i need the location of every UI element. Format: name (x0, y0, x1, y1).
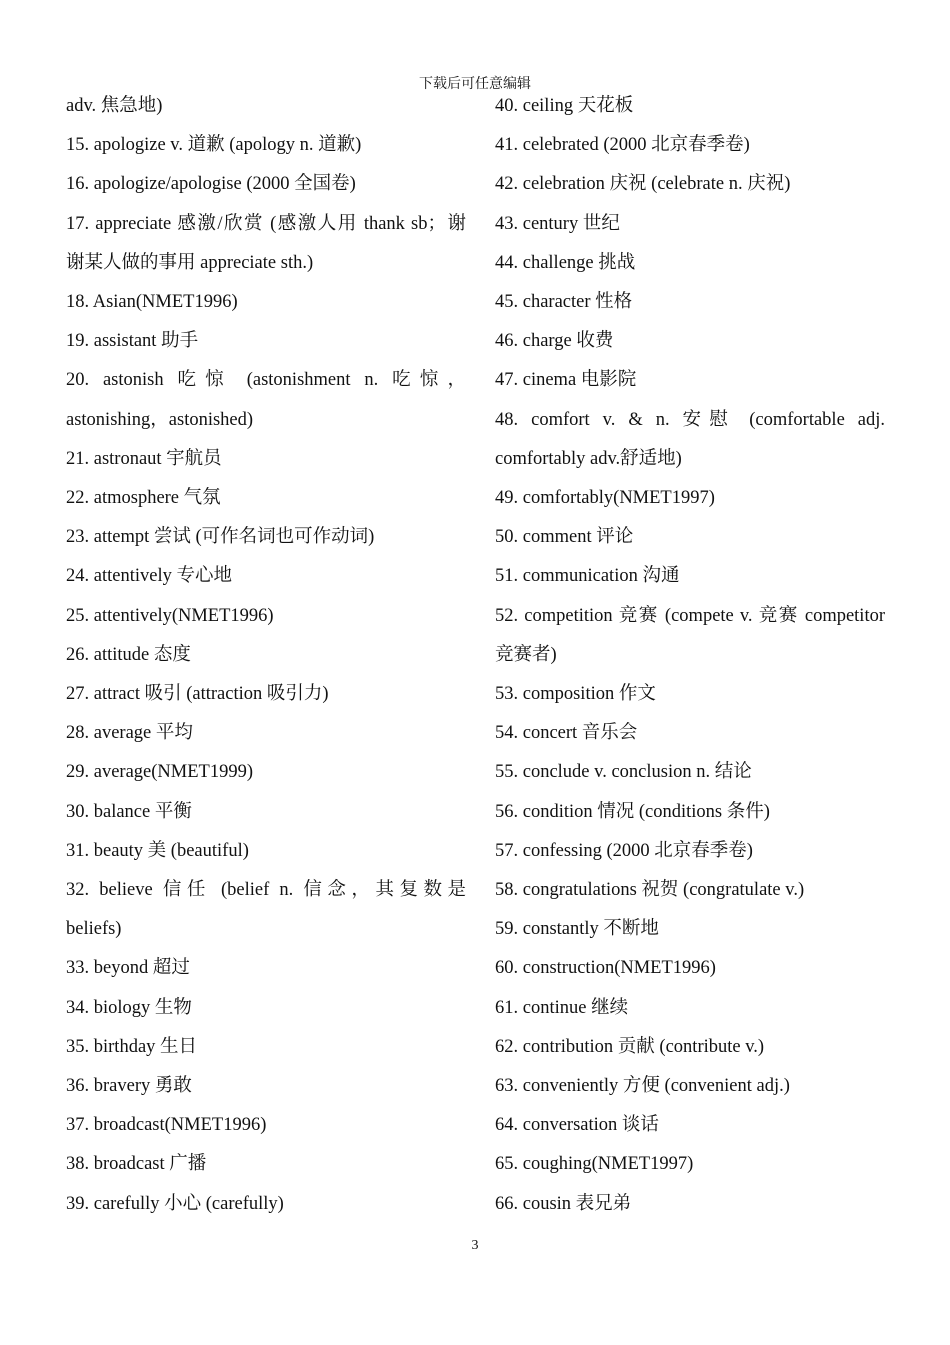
vocab-entry: 53. composition 作文 (495, 684, 656, 705)
vocab-entry: 59. constantly 不断地 (495, 919, 659, 940)
vocab-entry: 46. charge 收费 (495, 331, 614, 352)
vocab-entry: 35. birthday 生日 (66, 1036, 198, 1057)
vocab-entry: 33. beyond 超过 (66, 958, 190, 979)
vocab-entry: 29. average(NMET1999) (66, 762, 253, 783)
vocab-entry: 30. balance 平衡 (66, 801, 192, 822)
vocab-entry: 65. coughing(NMET1997) (495, 1154, 694, 1175)
vocab-entry: 16. apologize/apologise (2000 全国卷) (66, 174, 356, 195)
vocab-entry: 44. challenge 挑战 (495, 252, 636, 273)
vocab-entry: 21. astronaut 宇航员 (66, 448, 222, 469)
vocab-entry: 61. continue 继续 (495, 997, 629, 1018)
vocab-entry-text: 52. competition 竞赛 (compete v. 竞赛 competitor (495, 605, 885, 626)
vocab-entry-text: 48. comfort v. & n. 安慰 (comfortable adj. (495, 409, 885, 430)
vocab-entry: 58. congratulations 祝贺 (congratulate v.) (495, 880, 805, 901)
vocab-entry-continuation: comfortably adv.舒适地) (495, 448, 682, 469)
vocab-entry: 18. Asian(NMET1996) (66, 292, 238, 313)
page-header: 下载后可任意编辑 (419, 77, 531, 92)
vocab-entry: 38. broadcast 广播 (66, 1154, 207, 1175)
vocab-entry-text: 17. appreciate 感激/欣赏 (感激人用 thank sb；谢 (66, 213, 466, 234)
vocab-entry (66, 361, 466, 439)
vocab-entry: 43. century 世纪 (495, 213, 620, 234)
vocab-entry: 25. attentively(NMET1996) (66, 605, 274, 626)
vocab-entry-text: 20. astonish 吃惊 (astonishment n. 吃惊， (66, 370, 466, 391)
vocab-entry: 19. assistant 助手 (66, 331, 199, 352)
vocab-entry: 23. attempt 尝试 (可作名词也可作动词) (66, 527, 375, 548)
vocab-entry: 51. communication 沟通 (495, 566, 680, 587)
vocab-entry-text: 32. believe 信任 (belief n. 信念，其复数是 (66, 880, 466, 901)
vocab-entry: 36. bravery 勇敢 (66, 1076, 192, 1097)
vocab-entry (495, 401, 885, 479)
vocab-entry-continuation: 竞赛者) (495, 644, 557, 665)
page-number: 3 (471, 1238, 479, 1253)
vocab-entry: 31. beauty 美 (beautiful) (66, 840, 249, 861)
vocab-entry (66, 205, 466, 283)
vocab-entry: 45. character 性格 (495, 292, 633, 313)
vocab-entry: 60. construction(NMET1996) (495, 958, 716, 979)
vocab-entry: 56. condition 情况 (conditions 条件) (495, 801, 770, 822)
vocab-entry: 54. concert 音乐会 (495, 723, 638, 744)
vocab-entry: 41. celebrated (2000 北京春季卷) (495, 135, 750, 156)
vocab-entry: 64. conversation 谈话 (495, 1115, 659, 1136)
vocab-entry: 47. cinema 电影院 (495, 370, 637, 391)
vocab-entry (66, 871, 466, 949)
vocab-entry: 50. comment 评论 (495, 527, 634, 548)
vocab-entry: 15. apologize v. 道歉 (apology n. 道歉) (66, 135, 362, 156)
vocab-entry: 42. celebration 庆祝 (celebrate n. 庆祝) (495, 174, 791, 195)
vocab-entry: adv. 焦急地) (66, 96, 163, 116)
vocab-entry-continuation: astonishing，astonished) (66, 409, 254, 430)
vocab-entry: 39. carefully 小心 (carefully) (66, 1193, 284, 1214)
vocab-entry: 37. broadcast(NMET1996) (66, 1115, 267, 1136)
vocab-entry: 40. ceiling 天花板 (495, 96, 634, 116)
vocab-entry: 27. attract 吸引 (attraction 吸引力) (66, 684, 329, 705)
vocab-entry: 22. atmosphere 气氛 (66, 488, 221, 509)
vocab-entry: 55. conclude v. conclusion n. 结论 (495, 762, 752, 783)
vocab-entry: 49. comfortably(NMET1997) (495, 488, 715, 509)
vocab-entry: 24. attentively 专心地 (66, 566, 232, 587)
vocab-entry: 63. conveniently 方便 (convenient adj.) (495, 1076, 790, 1097)
left-column (66, 87, 466, 1224)
vocab-entry (495, 597, 885, 675)
vocab-entry: 34. biology 生物 (66, 997, 192, 1018)
vocab-entry: 26. attitude 态度 (66, 644, 191, 665)
vocab-entry: 57. confessing (2000 北京春季卷) (495, 840, 753, 861)
vocab-entry-continuation: 谢某人做的事用 appreciate sth.) (66, 252, 314, 273)
vocab-entry: 66. cousin 表兄弟 (495, 1193, 632, 1214)
vocab-entry-continuation: beliefs) (66, 919, 122, 940)
vocab-entry: 28. average 平均 (66, 723, 193, 744)
right-column (495, 87, 885, 1224)
vocab-entry: 62. contribution 贡献 (contribute v.) (495, 1036, 765, 1057)
